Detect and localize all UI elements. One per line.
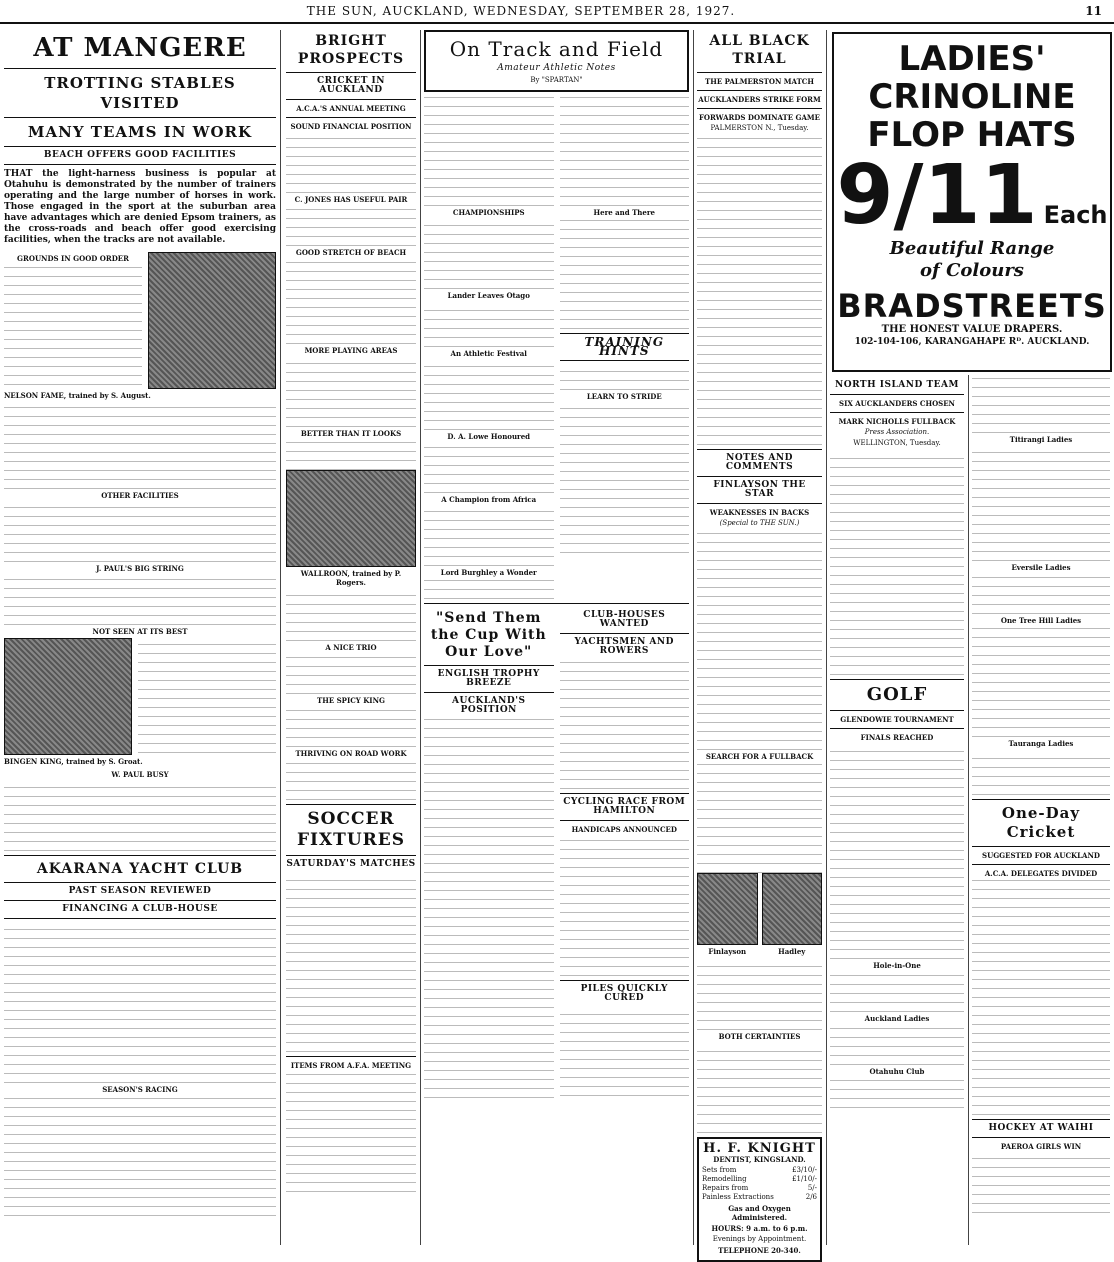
text-block	[697, 530, 822, 750]
text-block	[286, 259, 416, 344]
photo-hadley	[762, 873, 823, 945]
column-ladies-golf	[972, 378, 1110, 1244]
headline: One-Day Cricket	[1001, 804, 1081, 841]
deck: A.C.A. DELEGATES DIVIDED	[984, 869, 1098, 878]
press: Press Association.	[864, 428, 930, 436]
dateline: WELLINGTON, Tuesday.	[853, 439, 941, 447]
subheading: An Athletic Festival	[450, 349, 527, 358]
text-block	[286, 357, 416, 427]
subheading: Otahuhu Club	[869, 1067, 925, 1076]
deck: MARK NICHOLLS FULLBACK	[838, 417, 956, 426]
text-block	[286, 206, 416, 246]
subheading: SEASON'S RACING	[102, 1085, 178, 1094]
subheading: BOTH CERTAINTIES	[718, 1032, 801, 1041]
text-block	[560, 1006, 690, 1096]
knight-phone: TELEPHONE 20-340.	[718, 1246, 801, 1255]
text-block	[424, 219, 554, 289]
subheading: D. A. Lowe Honoured	[447, 432, 531, 441]
ad-price: 9/11	[836, 148, 1038, 243]
column-athletics	[424, 30, 689, 1245]
deck: WEAKNESSES IN BACKS	[709, 508, 810, 517]
ad-line: LADIES'	[898, 39, 1046, 79]
headline: NORTH ISLAND TEAM	[835, 380, 959, 390]
deck: SATURDAY'S MATCHES	[286, 859, 416, 869]
subheading: OTHER FACILITIES	[101, 491, 179, 500]
knight-title: DENTIST, KINGSLAND.	[713, 1155, 806, 1164]
text-block	[972, 880, 1110, 1115]
text-block	[424, 506, 554, 566]
column-divider	[280, 30, 281, 1245]
subheading: Tauranga Ladies	[1008, 739, 1074, 748]
text-block	[560, 219, 690, 329]
subheading: THRIVING ON ROAD WORK	[295, 749, 407, 758]
column-cricket	[286, 30, 416, 1245]
deck: FORWARDS DOMINATE GAME	[698, 113, 821, 122]
bradstreets-advert	[832, 32, 1112, 372]
text-block	[972, 750, 1110, 795]
subheading: One Tree Hill Ladies	[1000, 616, 1082, 625]
text-block	[4, 923, 276, 1083]
deck: FINALS REACHED	[860, 733, 934, 742]
ad-tagline: THE HONEST VALUE DRAPERS.	[881, 324, 1063, 335]
subheading: Eversile Ladies	[1011, 563, 1071, 572]
knight-evenings: Evenings by Appointment.	[712, 1235, 807, 1243]
column-divider	[693, 30, 694, 1245]
text-block	[560, 659, 690, 789]
subheading: Lander Leaves Otago	[447, 291, 530, 300]
dateline: PALMERSTON N., Tuesday.	[710, 124, 809, 132]
subheading: A NICE TRIO	[325, 643, 377, 652]
subheading: Here and There	[593, 208, 655, 217]
headline: SOCCER FIXTURES	[296, 809, 406, 850]
intro: THAT the light-harness business is popular at Otahuhu is demonstrated by the number of trainers operating and the large number of horses in work. Those engaged in the sport at the suburban area have advantages which are denied Epsom trainers, as the cross-roads and beach offer good exercising facilities, when the tracks are not available.	[4, 169, 276, 245]
headline: CLUB-HOUSES WANTED	[583, 610, 666, 629]
ad-line: CRINOLINE	[868, 77, 1076, 117]
text-block	[286, 654, 416, 694]
masthead-title: THE SUN, AUCKLAND, WEDNESDAY, SEPTEMBER 28, 1927.	[306, 4, 736, 18]
text-block	[4, 404, 276, 489]
deck: FINANCING A CLUB-HOUSE	[62, 904, 218, 914]
headline: "Send Them the Cup With Our Love"	[430, 610, 547, 660]
page-number: 11	[1085, 4, 1102, 18]
photo-caption: Finlayson	[708, 947, 747, 956]
column-north-island	[830, 378, 964, 1244]
deck: CRICKET IN AUCKLAND	[317, 76, 385, 95]
text-block	[972, 446, 1110, 561]
knight-gas: Gas and Oxygen Administered.	[728, 1204, 791, 1222]
price-row: Sets from £3/10/-	[702, 1166, 817, 1174]
deck: SUGGESTED FOR AUCKLAND	[982, 851, 1100, 860]
photo-finlayson	[697, 873, 758, 945]
text-block	[424, 443, 554, 493]
subheading: LEARN TO STRIDE	[586, 392, 662, 401]
text-block	[697, 1043, 822, 1133]
subheading: Auckland Ladies	[864, 1014, 930, 1023]
column-all-black	[697, 30, 822, 1255]
text-block	[697, 135, 822, 445]
text-block	[830, 1078, 964, 1108]
text-block	[4, 1096, 276, 1216]
knight-name: H. F. KNIGHT	[703, 1141, 816, 1156]
deck: HANDICAPS ANNOUNCED	[571, 825, 677, 834]
text-block	[286, 707, 416, 747]
deck: GLENDOWIE TOURNAMENT	[840, 715, 954, 724]
deck: SOUND FINANCIAL POSITION	[290, 122, 412, 131]
text-block	[830, 744, 964, 959]
text-block	[424, 96, 554, 206]
subheading: NOT SEEN AT ITS BEST	[92, 627, 188, 636]
subheading: CHAMPIONSHIPS	[452, 208, 525, 217]
text-block	[4, 575, 276, 625]
deck: PAEROA GIRLS WIN	[1000, 1142, 1082, 1151]
text-block	[830, 450, 964, 675]
headline: CYCLING RACE FROM HAMILTON	[563, 797, 686, 816]
photo-caption: Hadley	[778, 947, 806, 956]
photo-wallroon	[286, 470, 416, 567]
photo-caption: NELSON FAME, trained by S. August.	[4, 391, 151, 400]
text-block	[560, 403, 690, 553]
deck: YACHTSMEN AND ROWERS	[574, 637, 674, 656]
subheading: W. PAUL BUSY	[111, 770, 169, 779]
deck: AUCKLANDERS STRIKE FORM	[698, 95, 821, 104]
subheading: Titirangi Ladies	[1009, 435, 1073, 444]
ad-each: Each	[1043, 201, 1108, 229]
photo-bingen-king	[4, 638, 132, 755]
price-row: Remodelling £1/10/-	[702, 1175, 817, 1183]
text-block	[424, 302, 554, 347]
deck: ENGLISH TROPHY BREEZE	[437, 669, 540, 688]
subheading: GOOD STRETCH OF BEACH	[295, 248, 407, 257]
deck: MANY TEAMS IN WORK	[27, 123, 253, 141]
headline: TRAINING HINTS	[584, 335, 665, 358]
text-block	[560, 836, 690, 976]
ad-line: of Colours	[920, 260, 1024, 281]
headline: NOTES AND COMMENTS	[725, 453, 794, 472]
text-block	[972, 574, 1110, 614]
knight-hours: HOURS: 9 a.m. to 6 p.m.	[711, 1224, 808, 1233]
subheading: C. JONES HAS USEFUL PAIR	[294, 195, 408, 204]
text-block	[138, 638, 276, 753]
ad-address: 102-104-106, KARANGAHAPE Rᴰ. AUCKLAND.	[854, 337, 1090, 347]
deck: TROTTING STABLES VISITED	[44, 74, 236, 112]
text-block	[286, 440, 416, 470]
text-block	[830, 1025, 964, 1065]
text-block	[972, 627, 1110, 737]
headline: AT MANGERE	[33, 33, 247, 63]
price-row: Repairs from 5/-	[702, 1184, 817, 1192]
text-block	[830, 972, 964, 1012]
column-divider	[826, 30, 827, 1245]
price-row: Painless Extractions 2/6	[702, 1193, 817, 1201]
headline: AKARANA YACHT CLUB	[36, 861, 244, 877]
text-block	[972, 1153, 1110, 1213]
ad-line: FLOP HATS	[867, 115, 1077, 155]
subheading: BETTER THAN IT LOOKS	[300, 429, 402, 438]
text-block	[424, 718, 554, 1098]
text-block	[424, 360, 554, 430]
text-block	[4, 265, 142, 385]
headline: On Track and Field	[449, 37, 664, 61]
subheading: Lord Burghley a Wonder	[440, 568, 537, 577]
text-block	[286, 872, 416, 1052]
subheading: J. PAUL'S BIG STRING	[96, 564, 184, 573]
subheading: THE SPICY KING	[317, 696, 385, 705]
column-divider	[968, 375, 969, 1245]
subheading: GROUNDS IN GOOD ORDER	[17, 254, 129, 263]
text-block	[286, 760, 416, 800]
text-block	[697, 960, 822, 1030]
deck: THE PALMERSTON MATCH	[705, 77, 814, 86]
subheading: ITEMS FROM A.F.A. MEETING	[290, 1061, 412, 1070]
ad-brand: BRADSTREETS	[837, 287, 1107, 325]
text-block	[4, 502, 276, 562]
text-block	[560, 365, 690, 390]
headline: GOLF	[866, 684, 928, 705]
text-block	[4, 781, 276, 851]
headline: PILES QUICKLY CURED	[580, 984, 668, 1003]
text-block	[286, 133, 416, 193]
ad-line: Beautiful Range	[889, 238, 1055, 259]
text-block	[286, 1072, 416, 1192]
subheading: Hole-in-One	[873, 961, 921, 970]
text-block	[424, 579, 554, 599]
knight-advert	[697, 1137, 822, 1262]
subheading: A Champion from Africa	[441, 495, 537, 504]
deck: SIX AUCKLANDERS CHOSEN	[839, 399, 955, 408]
byline: By "SPARTAN"	[530, 76, 583, 84]
photo-caption: WALLROON, trained by P. Rogers.	[300, 569, 402, 587]
subheading: SEARCH FOR A FULLBACK	[705, 752, 814, 761]
subheading: MORE PLAYING AREAS	[304, 346, 398, 355]
text-block	[697, 763, 822, 873]
text-block	[560, 96, 690, 206]
column-mangere	[4, 30, 276, 1245]
dateline: (Special to THE SUN.)	[719, 519, 800, 527]
headline: BRIGHT PROSPECTS	[297, 33, 405, 67]
deck: FINLAYSON THE STAR	[713, 480, 806, 499]
deck: A.C.A.'S ANNUAL MEETING	[296, 104, 406, 113]
column-divider	[420, 30, 421, 1245]
deck: BEACH OFFERS GOOD FACILITIES	[43, 150, 237, 160]
text-block	[286, 591, 416, 641]
masthead	[0, 0, 1114, 24]
deck: Amateur Athletic Notes	[497, 63, 616, 73]
headline: HOCKEY AT WAIHI	[988, 1123, 1094, 1133]
text-block	[972, 378, 1110, 433]
photo-caption: BINGEN KING, trained by S. Groat.	[4, 757, 143, 766]
photo-nelson-fame	[148, 252, 276, 389]
deck: PAST SEASON REVIEWED	[68, 886, 212, 896]
deck: AUCKLAND'S POSITION	[452, 696, 526, 715]
headline: ALL BLACK TRIAL	[709, 33, 810, 67]
